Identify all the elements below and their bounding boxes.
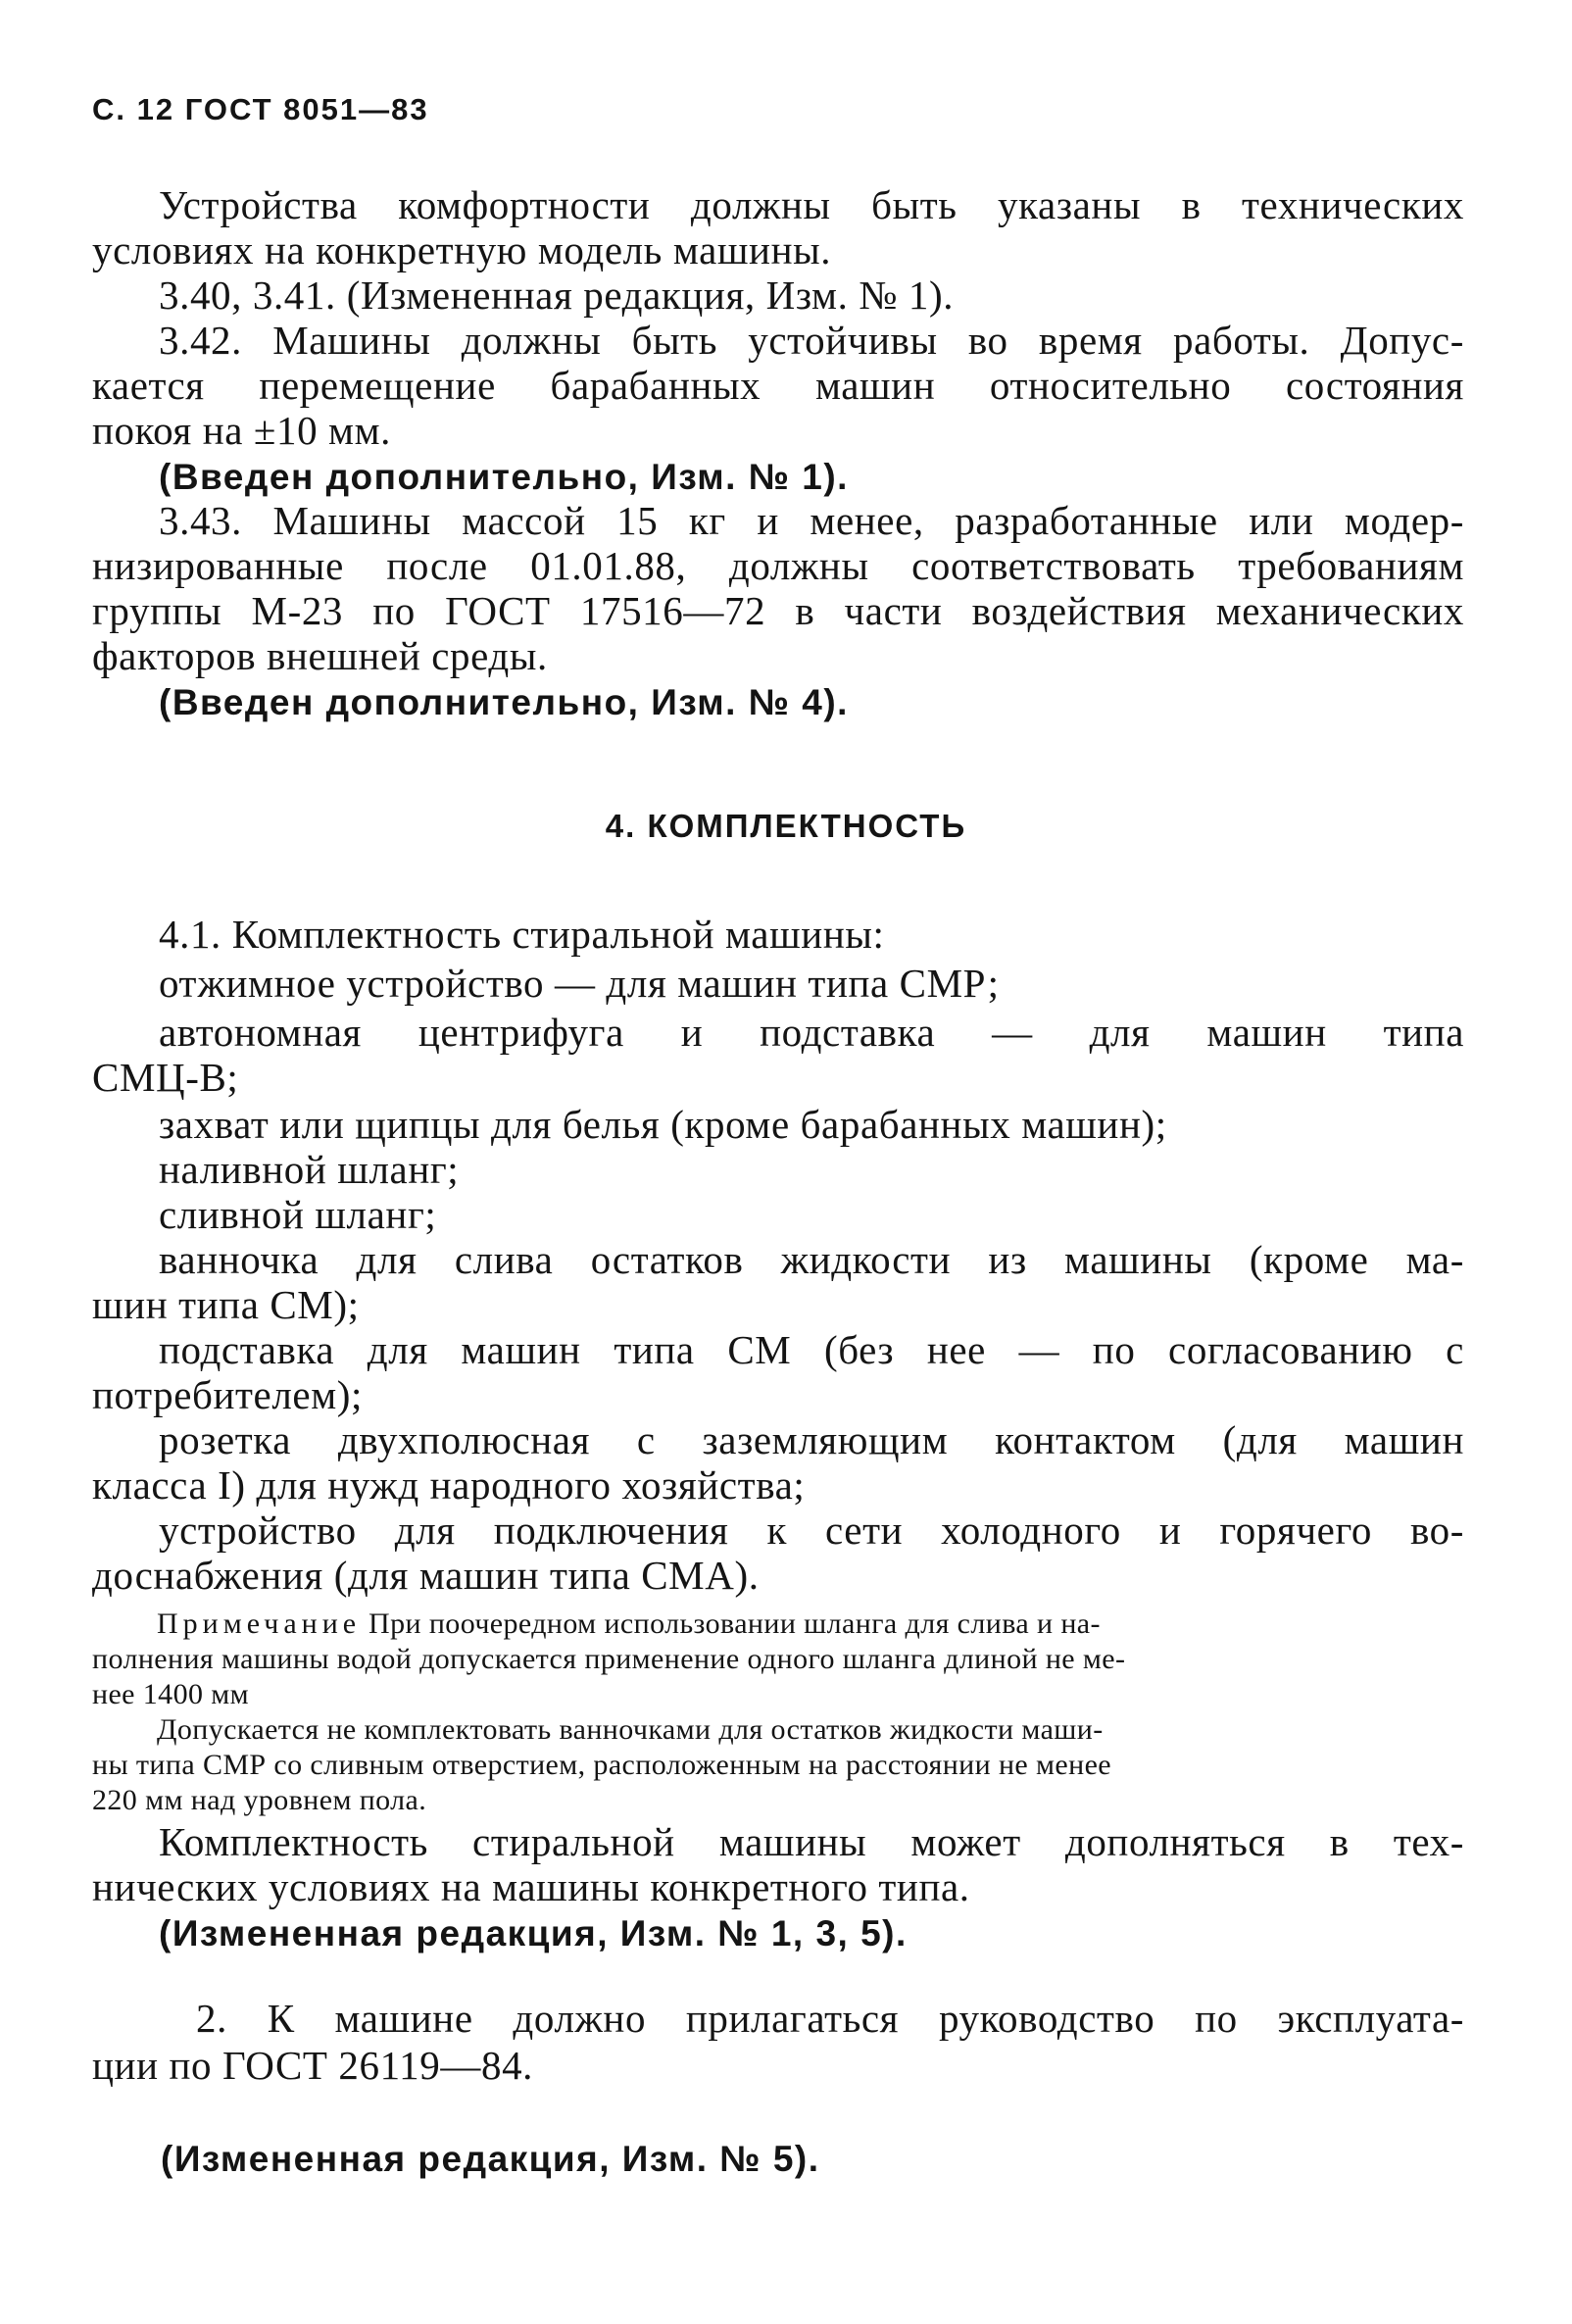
change-note-text: 3.40, 3.41. (Измененная редакция, Изм. № 1).: [159, 272, 955, 318]
change-note: (Введен дополнительно, Изм. № 4).: [159, 682, 849, 722]
paragraph-line: Комплектность стиральной машины может дополняться в тех-: [159, 1819, 1464, 1864]
paragraph-line: факторов внешней среды.: [92, 633, 548, 678]
paragraph-line: покоя на ±10 мм.: [92, 408, 391, 453]
list-item: отжимное устройство — для машин типа СМР;: [159, 961, 1000, 1006]
paragraph-line: 3.43. Машины массой 15 кг и менее, разработанные или модер-: [159, 498, 1464, 543]
paragraph-line: группы М-23 по ГОСТ 17516—72 в части воздействия механических: [92, 588, 1464, 633]
list-item: сливной шланг;: [159, 1192, 437, 1237]
paragraph-line: нических условиях на машины конкретного типа.: [92, 1864, 970, 1909]
list-item: наливной шланг;: [159, 1147, 460, 1192]
note-line: Допускается не комплектовать ванночками для остатков жидкости маши-: [157, 1713, 1104, 1746]
list-item: доснабжения (для машин типа СМА).: [92, 1553, 760, 1598]
list-item: розетка двухполюсная с заземляющим контактом (для машин: [159, 1417, 1464, 1462]
list-item: автономная центрифуга и подставка — для машин типа: [159, 1010, 1464, 1055]
list-item: захват или щипцы для белья (кроме барабанных машин);: [159, 1102, 1167, 1147]
note-line: 220 мм над уровнем пола.: [92, 1784, 427, 1816]
change-note: (Измененная редакция, Изм. № 5).: [161, 2139, 820, 2179]
list-item: ванночка для слива остатков жидкости из машины (кроме ма-: [159, 1237, 1464, 1282]
list-item: устройство для подключения к сети холодного и горячего во-: [159, 1508, 1464, 1553]
note-line: [157, 1607, 1466, 1641]
note-line: нее 1400 мм: [92, 1678, 250, 1710]
note-label: Примечание: [157, 1607, 362, 1640]
list-item: класса I) для нужд народного хозяйства;: [92, 1462, 806, 1508]
paragraph-line: 3.42. Машины должны быть устойчивы во время работы. Допус-: [159, 318, 1464, 363]
paragraph-line: условиях на конкретную модель машины.: [92, 227, 832, 272]
section-title: 4. КОМПЛЕКТНОСТЬ: [605, 808, 967, 844]
change-note: [92, 272, 1464, 318]
paragraph-line: 2. К машине должно прилагаться руководство по эксплуата-: [196, 1996, 1464, 2041]
page-header: С. 12 ГОСТ 8051—83: [92, 92, 429, 126]
note-text: При поочередном использовании шланга для слива и на-: [368, 1607, 1101, 1640]
list-item: подставка для машин типа СМ (без нее — по согласованию с: [159, 1327, 1464, 1372]
list-item: СМЦ-В;: [92, 1055, 239, 1100]
change-note: (Измененная редакция, Изм. № 1, 3, 5).: [159, 1913, 908, 1953]
paragraph-line: низированные после 01.01.88, должны соответствовать требованиям: [92, 543, 1464, 588]
note-line: ны типа СМР со сливным отверстием, расположенным на расстоянии не менее: [92, 1749, 1112, 1781]
paragraph-line: Устройства комфортности должны быть указаны в технических: [159, 182, 1464, 227]
change-note: (Введен дополнительно, Изм. № 1).: [159, 457, 849, 497]
paragraph-line: кается перемещение барабанных машин относительно состояния: [92, 363, 1464, 408]
list-item: потребителем);: [92, 1372, 363, 1417]
note-line: полнения машины водой допускается применение одного шланга длиной не ме-: [92, 1643, 1126, 1675]
paragraph-line: ции по ГОСТ 26119—84.: [92, 2043, 534, 2088]
list-item: шин типа СМ);: [92, 1282, 360, 1327]
paragraph-line: 4.1. Комплектность стиральной машины:: [159, 912, 885, 957]
